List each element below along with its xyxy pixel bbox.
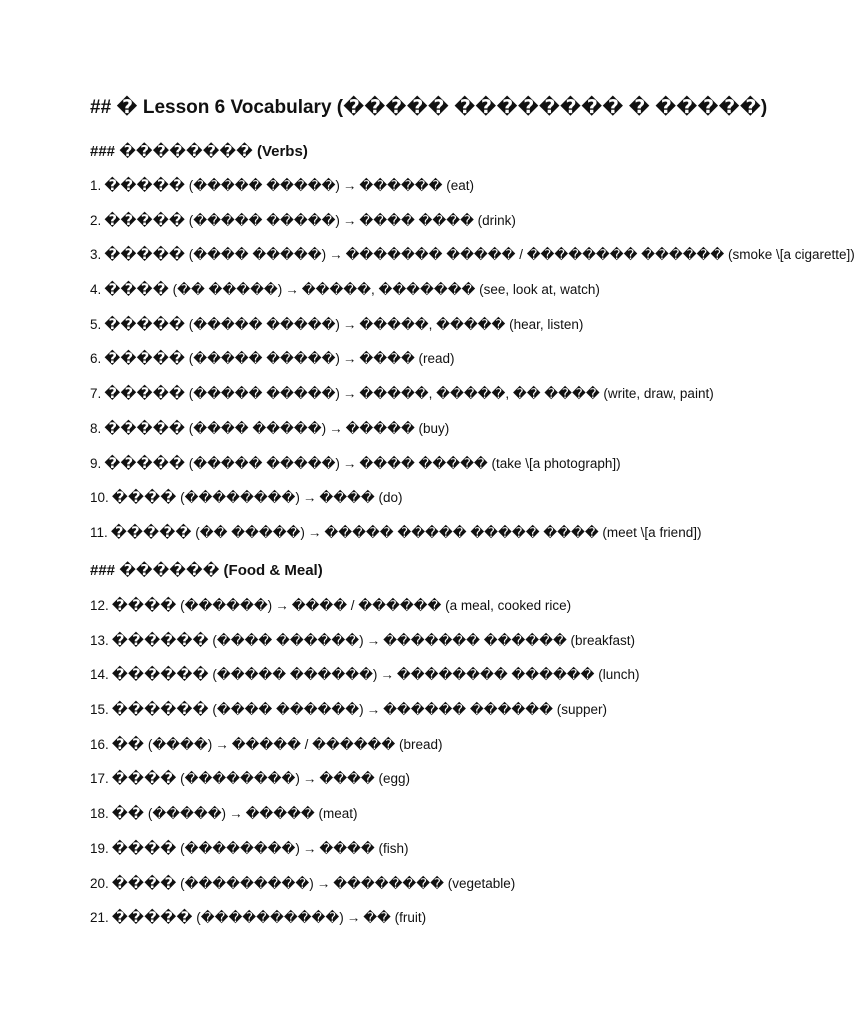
list-item (90, 419, 730, 454)
item-number: 20. (90, 875, 109, 891)
arrow-icon: → (285, 282, 299, 298)
item-headword: ���� (111, 875, 177, 892)
item-romanization: (����� �����) (188, 212, 340, 228)
item-number: 15. (90, 702, 109, 718)
item-number: 14. (90, 667, 109, 683)
item-headword: ����� (104, 212, 185, 229)
item-romanization: (��������) (180, 771, 300, 787)
item-romanization: (���� �����) (188, 247, 327, 263)
item-headword: ���� (111, 490, 177, 507)
item-number: 16. (90, 736, 109, 752)
item-headword: ����� (104, 316, 185, 333)
item-number: 4. (90, 282, 102, 298)
item-romanization: (����� �����) (188, 316, 340, 332)
item-headword: ������ (111, 632, 209, 649)
item-meaning: ����� (buy) (345, 420, 450, 436)
item-headword: ����� (104, 455, 185, 472)
arrow-icon: → (380, 667, 394, 683)
item-number: 9. (90, 455, 102, 471)
list-item (90, 315, 730, 350)
list-item (90, 280, 730, 315)
item-meaning: �� (fruit) (363, 910, 427, 926)
item-number: 5. (90, 316, 102, 332)
item-romanization: (����� �����) (188, 351, 340, 367)
food-list (90, 596, 730, 943)
arrow-icon: → (342, 212, 357, 228)
item-romanization: (������) (180, 598, 273, 613)
item-number: 10. (90, 490, 109, 506)
item-meaning: ���� (egg) (319, 771, 410, 787)
item-number: 3. (90, 247, 102, 263)
arrow-icon: → (366, 702, 381, 718)
item-headword: ���� (111, 598, 177, 614)
list-item (90, 700, 730, 735)
list-item (90, 735, 730, 770)
item-headword: ���� (104, 282, 169, 299)
item-number: 18. (90, 806, 109, 822)
item-number: 19. (90, 840, 109, 856)
item-number: 21. (90, 910, 109, 926)
item-headword: �� (111, 736, 145, 753)
list-item (90, 839, 730, 874)
item-romanization: (���� ������) (212, 632, 364, 648)
item-romanization: (����� ������) (212, 667, 378, 683)
item-meaning: ���� / ������ (a meal, cooked rice) (291, 598, 572, 613)
arrow-icon: → (302, 771, 317, 787)
item-meaning: �����, ����� (hear, listen) (359, 316, 584, 332)
arrow-icon: → (215, 736, 229, 752)
item-number: 2. (90, 212, 102, 228)
item-meaning: ����� / ������ (bread) (231, 736, 443, 752)
arrow-icon: → (342, 455, 357, 471)
list-item (90, 523, 730, 558)
item-headword: ����� (104, 420, 185, 437)
list-item (90, 349, 730, 384)
list-item (90, 665, 730, 700)
item-meaning: ���� (do) (319, 490, 403, 506)
item-meaning: ����� ����� ����� ���� (meet \[a friend]) (324, 524, 702, 540)
item-meaning: �������� ������ (lunch) (396, 667, 640, 683)
item-headword: ���� (111, 771, 177, 788)
item-romanization: (����) (147, 736, 213, 752)
section-heading-food: ### ������ (Food & Meal) (90, 562, 323, 579)
item-romanization: (����� �����) (188, 386, 340, 402)
item-meaning: �����, �����, �� ���� (write, draw, paint) (359, 386, 714, 402)
item-romanization: (����� �����) (188, 455, 340, 471)
item-romanization: (����������) (196, 910, 344, 926)
item-number: 6. (90, 351, 102, 367)
arrow-icon: → (342, 316, 357, 332)
item-number: 8. (90, 420, 102, 436)
arrow-icon: → (302, 840, 317, 856)
arrow-icon: → (342, 351, 357, 367)
item-meaning: �����, ������� (see, look at, watch) (301, 282, 600, 298)
item-headword: ����� (104, 247, 185, 264)
arrow-icon: → (316, 875, 331, 891)
item-headword: ����� (110, 524, 192, 541)
item-romanization: (����� �����) (188, 178, 340, 193)
item-headword: ����� (104, 386, 185, 403)
arrow-icon: → (346, 910, 361, 926)
item-meaning: ������ ������ (supper) (383, 702, 607, 718)
arrow-icon: → (366, 632, 381, 648)
list-item (90, 804, 730, 839)
item-meaning: �������� (vegetable) (333, 875, 516, 891)
item-headword: �� (111, 806, 145, 823)
item-headword: ����� (111, 910, 193, 927)
arrow-icon: → (275, 598, 289, 613)
item-romanization: (���� ������) (212, 702, 364, 718)
item-headword: ���� (111, 840, 177, 857)
list-item (90, 908, 730, 943)
list-item (90, 596, 730, 631)
item-meaning: ���� ����� (take \[a photograph]) (359, 455, 621, 471)
item-meaning: ���� (fish) (319, 840, 409, 856)
item-number: 7. (90, 386, 102, 402)
item-number: 1. (90, 178, 102, 193)
item-romanization: (�� �����) (195, 524, 305, 540)
list-item (90, 769, 730, 804)
item-romanization: (��������) (180, 490, 300, 506)
item-number: 13. (90, 632, 109, 648)
item-meaning: ������� ������ (breakfast) (383, 632, 636, 648)
item-meaning: ���� ���� (drink) (359, 212, 516, 228)
verbs-list (90, 176, 855, 558)
item-headword: ������ (111, 702, 209, 719)
item-headword: ����� (104, 178, 185, 194)
list-item (90, 874, 730, 909)
item-romanization: (�����) (147, 806, 227, 822)
list-item (90, 211, 730, 246)
item-number: 11. (90, 524, 108, 540)
list-item (90, 488, 730, 523)
arrow-icon: → (329, 247, 343, 263)
arrow-icon: → (342, 386, 357, 402)
arrow-icon: → (342, 178, 357, 193)
item-romanization: (���������) (180, 875, 314, 891)
item-headword: ����� (104, 351, 185, 368)
item-number: 17. (90, 771, 109, 787)
arrow-icon: → (329, 420, 343, 436)
item-meaning: ����� (meat) (245, 806, 358, 822)
list-item (90, 384, 730, 419)
list-item (90, 245, 855, 280)
item-romanization: (��������) (180, 840, 300, 856)
arrow-icon: → (307, 524, 322, 540)
page-title: ## � Lesson 6 Vocabulary (����� �������� � �����) (90, 97, 768, 118)
item-headword: ������ (111, 667, 209, 684)
arrow-icon: → (229, 806, 243, 822)
item-meaning: ������� ����� / �������� ������ (smoke \[a cigarette]) (345, 247, 855, 263)
arrow-icon: → (302, 490, 317, 506)
item-meaning: ���� (read) (359, 351, 455, 367)
item-meaning: ������ (eat) (359, 178, 474, 193)
list-item (90, 631, 730, 666)
list-item (90, 454, 730, 489)
item-romanization: (���� �����) (188, 420, 327, 436)
item-romanization: (�� �����) (172, 282, 283, 298)
section-heading-verbs: ### �������� (Verbs) (90, 143, 308, 160)
item-number: 12. (90, 598, 109, 613)
list-item (90, 176, 730, 211)
